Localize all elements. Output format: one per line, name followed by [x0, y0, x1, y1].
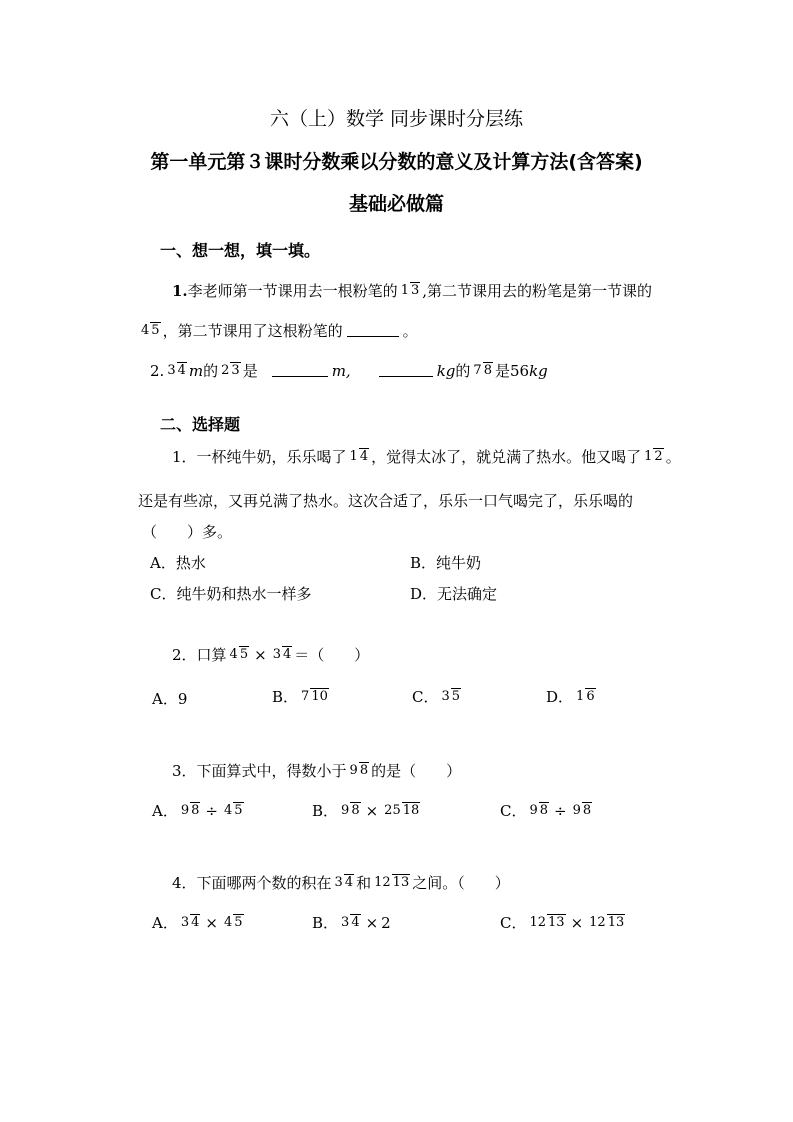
option-label: B．	[272, 688, 299, 706]
s2-q1-option-b[interactable]: B．纯牛奶	[410, 554, 482, 572]
fraction: 1 2	[644, 449, 663, 464]
text: 是	[242, 362, 258, 380]
operator: ÷	[205, 801, 218, 820]
fraction: 3 4	[180, 915, 200, 930]
fraction: 4 5	[223, 915, 243, 930]
fraction: 4 5	[223, 803, 243, 818]
fraction: 9 8	[529, 803, 549, 818]
fraction: 3 4	[272, 647, 292, 662]
fraction: 25 18	[384, 803, 420, 818]
text: ，觉得太冰了，就兑满了热水。他又喝了	[371, 448, 642, 466]
option-label: C．	[500, 914, 527, 932]
text: 是	[494, 362, 510, 380]
text: 的	[455, 362, 471, 380]
s2-q1-line2: 还是有些凉，又再兑满了热水。这次合适了，乐乐一口气喝完了，乐乐喝的	[138, 492, 634, 510]
s2-q1-line3: （ ）多。	[142, 523, 233, 541]
text: 3．下面算式中，得数小于	[172, 762, 347, 780]
s1-q1-text-c: ，第二节课用了这根粉笔的	[162, 322, 343, 340]
fraction: 1 6	[576, 689, 595, 704]
unit-label: m	[188, 361, 204, 380]
fraction: 3 4	[334, 875, 354, 890]
operator: ×	[254, 645, 267, 664]
text: 2．口算	[172, 646, 227, 664]
s2-q3-option-b[interactable]	[312, 800, 422, 821]
option-label: D．	[546, 688, 574, 706]
fraction: 7 10	[301, 689, 328, 704]
s2-q4-option-b[interactable]	[312, 912, 391, 933]
text: 之间。（ ）	[412, 874, 510, 892]
text: 。	[665, 448, 681, 466]
text: 4．下面哪两个数的积在	[172, 874, 332, 892]
s1-q2-number: 2.	[150, 361, 165, 380]
s2-q1-line1	[172, 446, 681, 467]
text: 和	[356, 874, 372, 892]
fraction: 12 13	[589, 915, 625, 930]
operator: ×	[205, 913, 218, 932]
s2-q1-option-a[interactable]: A．热水	[150, 554, 206, 572]
lesson-subtitle: 第一单元第３课时分数乘以分数的意义及计算方法(含答案)	[150, 151, 643, 173]
s2-q2-option-a[interactable]: A．9	[152, 690, 188, 708]
s2-q3-option-c[interactable]	[500, 800, 594, 821]
option-label: B．	[312, 802, 339, 820]
s2-q2-option-b[interactable]	[272, 686, 331, 707]
s2-q4-stem	[172, 872, 510, 893]
fraction: 3 4	[341, 915, 360, 930]
s2-q3-stem	[172, 760, 461, 781]
text: 1．一杯纯牛奶，乐乐喝了	[172, 448, 347, 466]
fraction: 9 8	[572, 803, 592, 818]
value: 56	[510, 361, 530, 380]
fraction: 9 8	[349, 763, 369, 778]
s2-q2-option-d[interactable]	[546, 686, 598, 707]
s2-q2-stem	[172, 644, 369, 665]
answer-blank[interactable]	[347, 334, 399, 337]
text: 的	[203, 362, 219, 380]
page-title: 六（上）数学 同步课时分层练	[269, 108, 524, 130]
level-heading: 基础必做篇	[348, 193, 444, 215]
operator: ×	[365, 913, 379, 932]
unit-label: kg	[529, 361, 548, 380]
s2-q4-option-a[interactable]	[152, 912, 246, 933]
fraction: 1 4	[349, 449, 369, 464]
s2-q4-option-c[interactable]	[500, 912, 627, 933]
s1-q1-number: 1.	[172, 281, 188, 300]
s1-q1-line1	[172, 280, 652, 301]
s2-q1-option-c[interactable]: C．纯牛奶和热水一样多	[150, 585, 312, 603]
option-label: A．	[152, 914, 178, 932]
fraction: 4 5	[141, 323, 160, 338]
s2-q1-option-d[interactable]: D．无法确定	[410, 585, 498, 603]
fraction: 3 4	[167, 363, 186, 378]
value: 2	[381, 913, 391, 932]
fraction: 1 3	[400, 283, 420, 298]
answer-blank[interactable]	[379, 374, 433, 377]
s2-q3-option-a[interactable]	[152, 800, 246, 821]
s1-q1-end: 。	[402, 322, 418, 340]
text: 的是（ ）	[371, 762, 462, 780]
fraction: 12 13	[374, 875, 410, 890]
section2-heading: 二、选择题	[160, 415, 241, 434]
s2-q2-option-c[interactable]	[412, 686, 463, 707]
fraction: 2 3	[221, 363, 240, 378]
fraction: 3 5	[441, 689, 461, 704]
s1-q1-text-a: 李老师第一节课用去一根粉笔的	[187, 282, 398, 300]
fraction: 12 13	[529, 915, 565, 930]
option-label: B．	[312, 914, 339, 932]
s1-q2-line	[150, 360, 548, 381]
option-label: C．	[412, 688, 439, 706]
answer-blank[interactable]	[272, 374, 328, 377]
unit-label: m,	[331, 361, 351, 380]
text: ＝（ ）	[294, 646, 370, 664]
fraction: 4 5	[229, 647, 249, 662]
s1-q1-line2	[138, 320, 418, 341]
operator: ×	[570, 913, 584, 932]
option-label: C．	[500, 802, 527, 820]
fraction: 9 8	[180, 803, 200, 818]
s1-q1-text-b: ,第二节课用去的粉笔是第一节课的	[422, 282, 653, 300]
fraction: 7 8	[473, 363, 492, 378]
unit-label: kg	[436, 361, 456, 380]
operator: ÷	[554, 801, 567, 820]
fraction: 9 8	[341, 803, 360, 818]
operator: ×	[365, 801, 379, 820]
option-label: A．	[152, 802, 178, 820]
section1-heading: 一、想一想，填一填。	[160, 241, 321, 260]
